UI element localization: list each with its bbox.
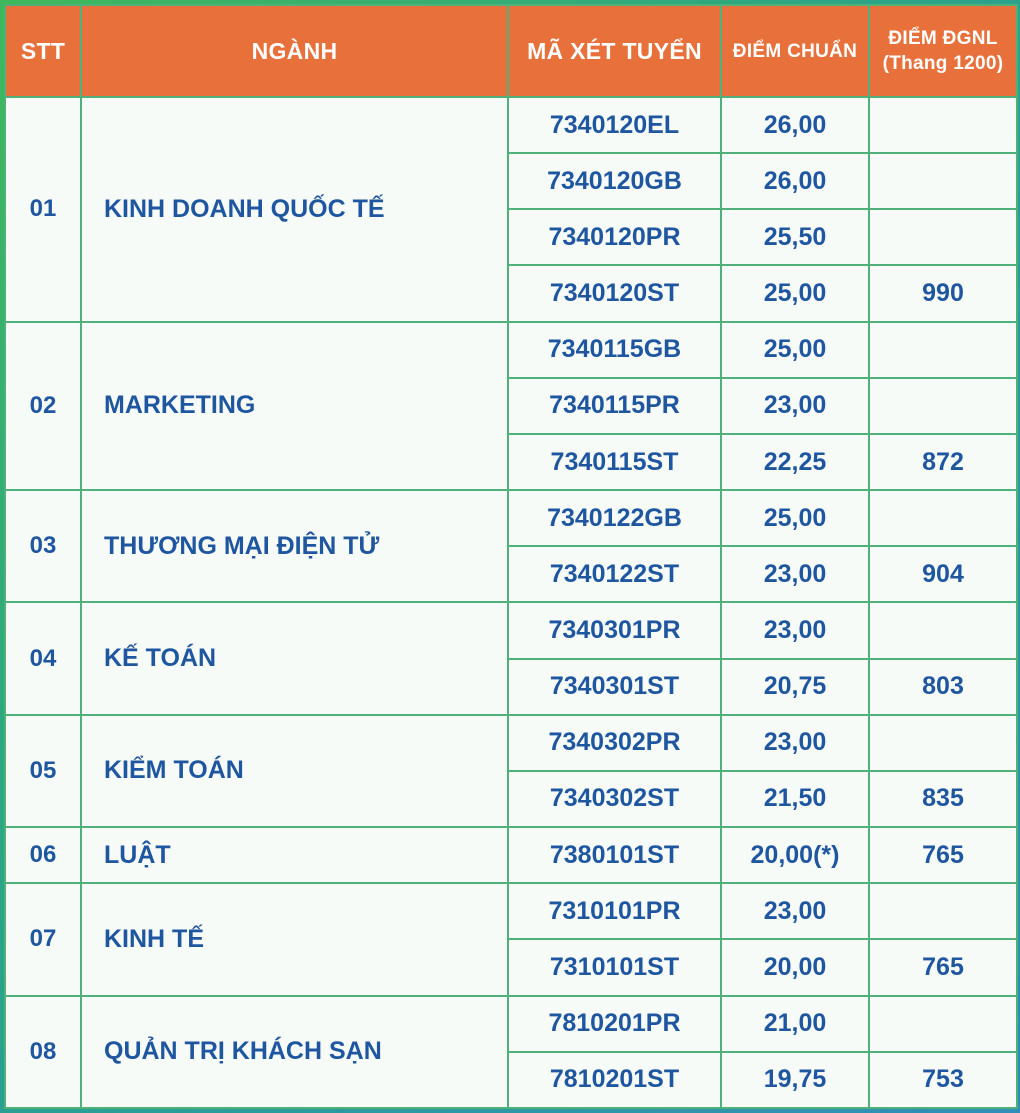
header-stt: STT — [5, 5, 81, 97]
header-dgnl-line2: (Thang 1200) — [882, 53, 1004, 74]
table-row — [5, 715, 1017, 771]
table-row — [5, 322, 1017, 378]
table-row — [5, 602, 1017, 658]
row-dgnl: 872 — [869, 434, 1017, 490]
header-dgnl-line1: ĐIỂM ĐGNL — [888, 28, 998, 49]
row-code: 7340302ST — [508, 771, 721, 827]
row-score: 23,00 — [721, 378, 869, 434]
row-code: 7340115ST — [508, 434, 721, 490]
row-code: 7340120EL — [508, 97, 721, 153]
row-score: 22,25 — [721, 434, 869, 490]
table-row — [5, 490, 1017, 546]
row-dgnl — [869, 883, 1017, 939]
table-row — [5, 996, 1017, 1052]
row-dgnl — [869, 153, 1017, 209]
table-row — [5, 97, 1017, 153]
row-dgnl — [869, 97, 1017, 153]
header-dgnl — [869, 5, 1017, 97]
row-stt: 04 — [5, 602, 81, 714]
row-score: 19,75 — [721, 1052, 869, 1108]
row-major: QUẢN TRỊ KHÁCH SẠN — [81, 996, 508, 1109]
row-dgnl — [869, 715, 1017, 771]
row-major: MARKETING — [81, 322, 508, 490]
row-score: 23,00 — [721, 546, 869, 602]
row-score: 20,00 — [721, 939, 869, 995]
row-stt: 06 — [5, 827, 81, 883]
row-score: 25,00 — [721, 322, 869, 378]
row-score: 25,50 — [721, 209, 869, 265]
row-code: 7340302PR — [508, 715, 721, 771]
row-score: 25,00 — [721, 265, 869, 321]
admission-score-table-panel — [4, 4, 1016, 1109]
row-major: KẾ TOÁN — [81, 602, 508, 714]
table-row — [5, 827, 1017, 883]
row-dgnl: 765 — [869, 939, 1017, 995]
admission-score-table — [4, 4, 1018, 1109]
row-dgnl — [869, 209, 1017, 265]
row-code: 7340122GB — [508, 490, 721, 546]
header-score: ĐIỂM CHUẨN — [721, 5, 869, 97]
row-major: KINH TẾ — [81, 883, 508, 995]
header-major: NGÀNH — [81, 5, 508, 97]
header-code: MÃ XÉT TUYỂN — [508, 5, 721, 97]
row-score: 23,00 — [721, 883, 869, 939]
row-dgnl: 990 — [869, 265, 1017, 321]
row-code: 7340122ST — [508, 546, 721, 602]
row-dgnl — [869, 490, 1017, 546]
row-dgnl: 803 — [869, 659, 1017, 715]
row-score: 20,75 — [721, 659, 869, 715]
row-dgnl: 835 — [869, 771, 1017, 827]
row-score: 26,00 — [721, 97, 869, 153]
row-dgnl — [869, 378, 1017, 434]
row-score: 26,00 — [721, 153, 869, 209]
row-dgnl — [869, 602, 1017, 658]
row-dgnl: 753 — [869, 1052, 1017, 1108]
row-code: 7340120PR — [508, 209, 721, 265]
row-dgnl: 765 — [869, 827, 1017, 883]
table-header — [5, 5, 1017, 97]
row-major: LUẬT — [81, 827, 508, 883]
table-row — [5, 883, 1017, 939]
row-score: 23,00 — [721, 602, 869, 658]
row-code: 7340301PR — [508, 602, 721, 658]
row-score: 21,50 — [721, 771, 869, 827]
row-code: 7340120ST — [508, 265, 721, 321]
row-score: 23,00 — [721, 715, 869, 771]
row-code: 7810201ST — [508, 1052, 721, 1108]
row-score: 21,00 — [721, 996, 869, 1052]
row-major: KINH DOANH QUỐC TẾ — [81, 97, 508, 322]
row-code: 7310101ST — [508, 939, 721, 995]
row-code: 7380101ST — [508, 827, 721, 883]
row-code: 7340115PR — [508, 378, 721, 434]
row-code: 7340120GB — [508, 153, 721, 209]
row-code: 7340115GB — [508, 322, 721, 378]
row-code: 7310101PR — [508, 883, 721, 939]
row-major: THƯƠNG MẠI ĐIỆN TỬ — [81, 490, 508, 602]
row-dgnl: 904 — [869, 546, 1017, 602]
row-score: 25,00 — [721, 490, 869, 546]
row-stt: 05 — [5, 715, 81, 827]
table-body — [5, 97, 1017, 1108]
row-dgnl — [869, 322, 1017, 378]
row-code: 7340301ST — [508, 659, 721, 715]
row-stt: 01 — [5, 97, 81, 322]
row-score: 20,00(*) — [721, 827, 869, 883]
row-stt: 08 — [5, 996, 81, 1109]
row-code: 7810201PR — [508, 996, 721, 1052]
row-dgnl — [869, 996, 1017, 1052]
row-major: KIỂM TOÁN — [81, 715, 508, 827]
row-stt: 02 — [5, 322, 81, 490]
row-stt: 07 — [5, 883, 81, 995]
row-stt: 03 — [5, 490, 81, 602]
